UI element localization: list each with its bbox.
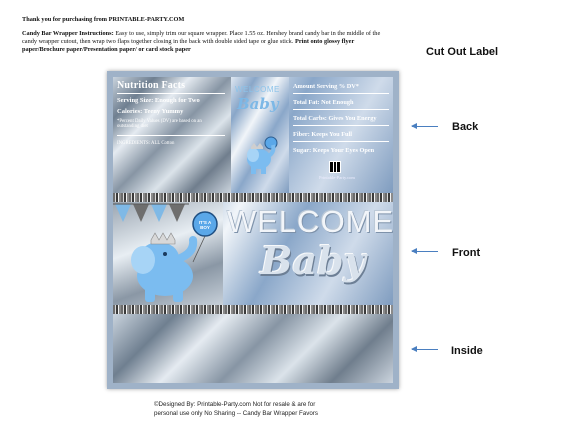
divider <box>117 135 225 136</box>
divider <box>293 125 389 126</box>
wrapper-back-panel <box>113 77 393 193</box>
mini-baby-text: Baby <box>237 95 279 113</box>
amount-serving-header: Amount Serving % DV* <box>293 83 359 90</box>
wrapper-front-panel <box>113 202 393 305</box>
cut-out-label-title: Cut Out Label <box>426 46 499 58</box>
footer-line-2: personal use only No Sharing -- Candy Bar Wrapper Favors <box>154 410 318 417</box>
instructions-lead: Candy Bar Wrapper Instructions: <box>22 30 114 37</box>
footer-line-1: ©Designed By: Printable-Party.com Not for resale & are for <box>154 401 316 408</box>
copyright-footer <box>154 400 394 418</box>
thanks-line: Thank you for purchasing from PRINTABLE-PARTY.COM <box>22 16 185 23</box>
daily-values-note: *Percent Daily Values (DV) are based on an outstanding diet <box>117 119 202 129</box>
nutrition-facts-panel <box>113 77 231 193</box>
front-label: Front <box>452 247 481 259</box>
welcome-title: WELCOME <box>227 204 395 239</box>
wrapper-inside-panel <box>113 314 393 383</box>
inside-label: Inside <box>451 345 483 357</box>
nutrition-facts-list <box>289 77 393 193</box>
divider <box>293 93 389 94</box>
balloon-text: IT'S A BOY <box>198 220 212 230</box>
nutrition-title: Nutrition Facts <box>117 80 186 91</box>
divider <box>293 109 389 110</box>
qr-code-icon <box>329 161 341 173</box>
glitter-divider <box>113 305 393 314</box>
candy-wrapper-label <box>107 71 399 389</box>
welcome-baby-title-panel <box>223 202 393 305</box>
mini-welcome-baby-logo <box>231 77 289 193</box>
fiber: Fiber: Keeps You Full <box>293 131 353 138</box>
ingredients: INGREDIENTS: ALL Cotton <box>117 141 175 146</box>
elephant-icon <box>113 202 223 305</box>
divider <box>117 93 225 94</box>
total-carbs: Total Carbs: Gives You Energy <box>293 115 377 122</box>
elephant-illustration-panel <box>113 202 223 305</box>
calories: Calories: Teeny Yummy <box>117 108 184 115</box>
back-label: Back <box>452 121 479 133</box>
site-credit: Printable-Party.com <box>319 175 355 180</box>
instructions-text <box>22 30 382 54</box>
arrow-left-icon <box>412 349 438 350</box>
divider <box>293 141 389 142</box>
elephant-icon <box>245 135 281 175</box>
serving-size: Serving Size: Enough for Two <box>117 97 200 104</box>
baby-title: Baby <box>260 238 366 283</box>
total-fat: Total Fat: Not Enough <box>293 99 354 106</box>
sugar: Sugar: Keeps Your Eyes Open <box>293 147 375 154</box>
instructions-body: Easy to use, simply trim our square wrapper. Place 1.55 oz. Hershey brand candy bar in the middle of the candy wrapper cutout, then wrap two flaps together closing in the back with double sided tape or glue stick. <box>22 30 381 45</box>
arrow-left-icon <box>412 126 438 127</box>
paper-note: Print onto glossy flyer paper/Brochure paper/Presentation paper/ or card stock paper <box>22 38 355 53</box>
mini-welcome-text: WELCOME <box>235 85 280 94</box>
arrow-left-icon <box>412 251 438 252</box>
glitter-divider <box>113 193 393 202</box>
